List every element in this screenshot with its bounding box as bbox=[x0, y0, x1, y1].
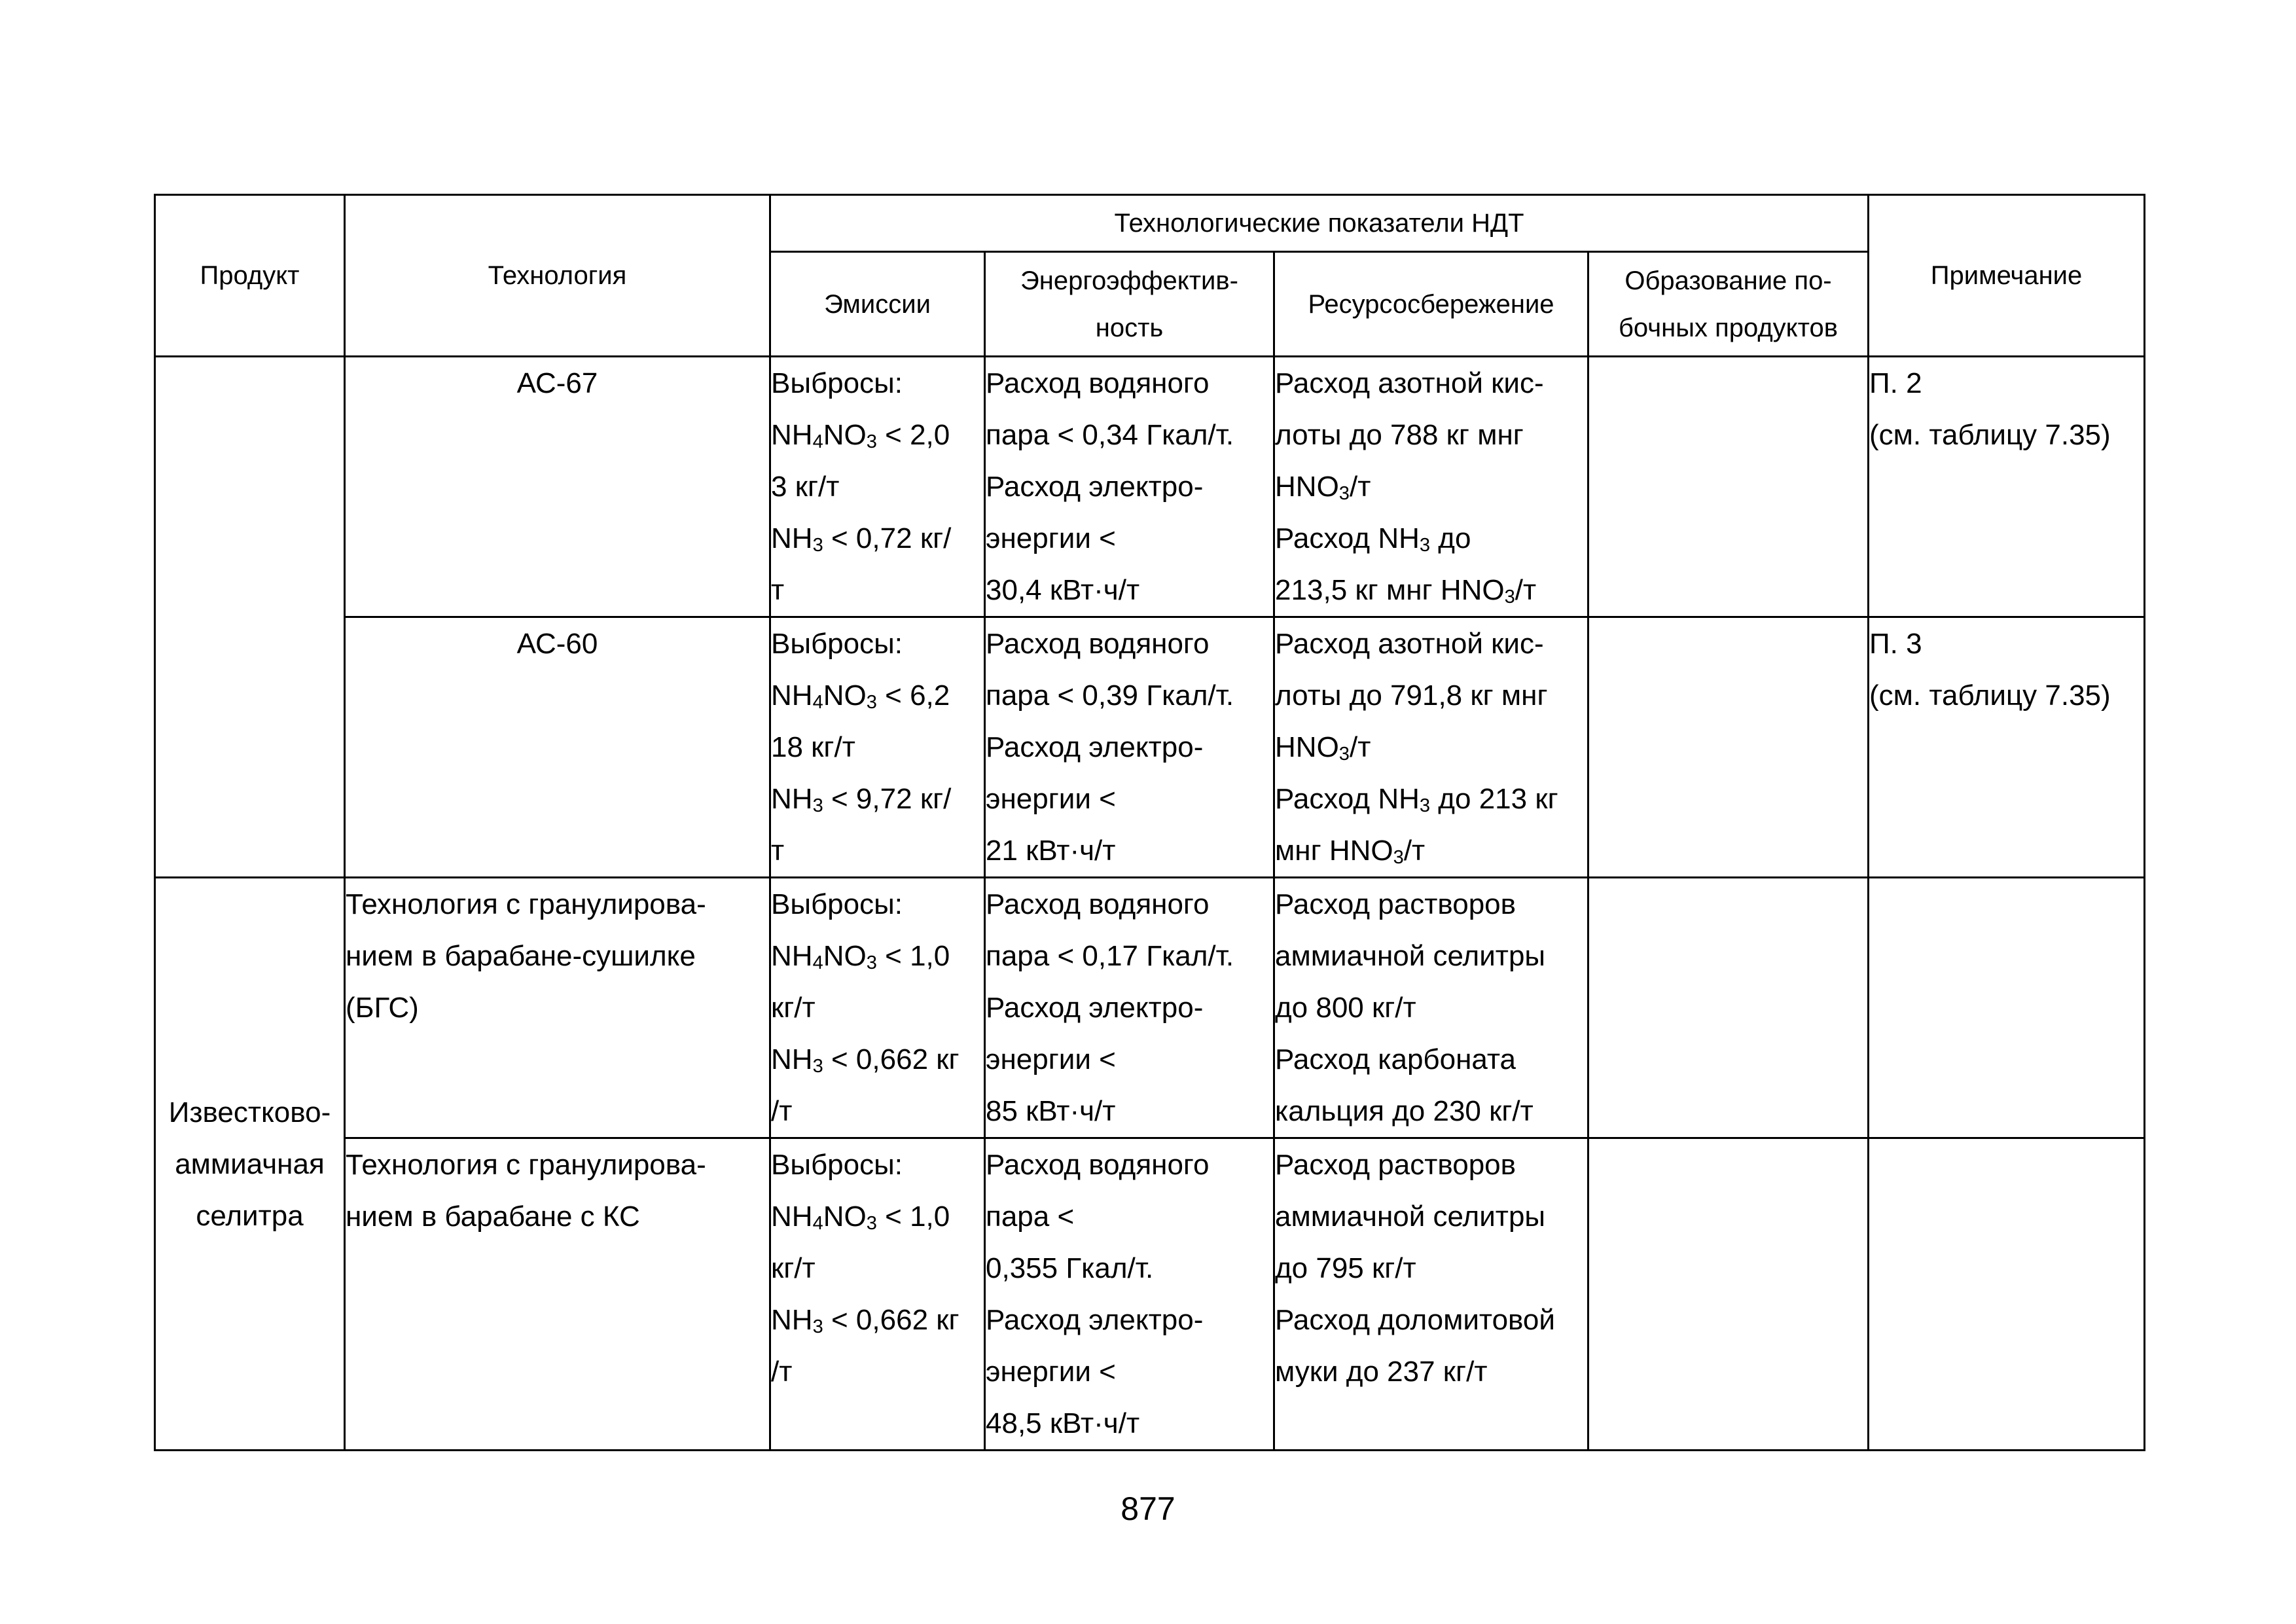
table-row bbox=[155, 1138, 2145, 1451]
cell-line: Расход электро- bbox=[986, 992, 1204, 1024]
cell-line: Расход карбоната bbox=[1275, 1043, 1516, 1075]
cell-line: 18 кг/т bbox=[771, 731, 855, 763]
energy-cell bbox=[985, 617, 1274, 878]
emissions-cell bbox=[770, 357, 985, 617]
note-cell bbox=[1869, 357, 2145, 617]
technology-cell bbox=[345, 878, 770, 1138]
cell-line: П. 3 bbox=[1869, 628, 1922, 660]
header-product: Продукт bbox=[155, 195, 345, 357]
cell-line: 85 кВт·ч/т bbox=[986, 1095, 1116, 1127]
cell-line: $HNO_3/т$ bbox=[1275, 471, 1371, 505]
cell-line: аммиачной селитры bbox=[1275, 940, 1546, 972]
cell-line: т bbox=[771, 574, 785, 606]
header-note: Примечание bbox=[1869, 195, 2145, 357]
byproducts-cell bbox=[1588, 357, 1869, 617]
emissions-cell bbox=[770, 878, 985, 1138]
cell-line: 0,355 Гкал/т. bbox=[986, 1252, 1154, 1284]
cell-line: $NH_4NO_3 < 1,0$ bbox=[771, 1200, 950, 1235]
resource-cell bbox=[1274, 617, 1588, 878]
cell-line: $NH_3 < 9,72$ кг/ bbox=[771, 783, 952, 817]
cell-line: Расход $NH_3$ до bbox=[1275, 522, 1471, 556]
cell-line: $NH_3 < 0,72$ кг/ bbox=[771, 522, 952, 556]
cell-line: Выбросы: bbox=[771, 888, 903, 920]
cell-line: 213,5 кг мнг $HNO_3/т$ bbox=[1275, 574, 1537, 608]
bat-indicators-table bbox=[154, 194, 2145, 1451]
technology-cell bbox=[345, 357, 770, 617]
resource-cell bbox=[1274, 878, 1588, 1138]
table-row bbox=[155, 878, 2145, 1138]
cell-line: мнг $HNO_3/т$ bbox=[1275, 835, 1426, 869]
page-number: 877 bbox=[1121, 1490, 1175, 1527]
cell-line: 21 кВт·ч/т bbox=[986, 835, 1116, 867]
cell-line: $HNO_3/т$ bbox=[1275, 731, 1371, 765]
header-energy-efficiency bbox=[985, 252, 1274, 357]
byproducts-cell bbox=[1588, 1138, 1869, 1451]
cell-line: $NH_4NO_3 < 6,2$ bbox=[771, 679, 950, 713]
cell-line: Технология с гранулирова- bbox=[346, 1149, 706, 1181]
cell-line: $NH_4NO_3 < 2,0$ bbox=[771, 419, 950, 453]
cell-line: (см. таблицу 7.35) bbox=[1869, 419, 2111, 451]
cell-line: кальция до 230 кг/т bbox=[1275, 1095, 1534, 1127]
cell-line: 30,4 кВт·ч/т bbox=[986, 574, 1140, 606]
note-cell bbox=[1869, 617, 2145, 878]
cell-line: пара < 0,34 Гкал/т. bbox=[986, 419, 1234, 451]
cell-line: т bbox=[771, 835, 785, 867]
product-cell bbox=[155, 878, 345, 1451]
header-resource-saving: Ресурсосбережение bbox=[1274, 252, 1588, 357]
cell-line: селитра bbox=[196, 1199, 304, 1232]
cell-line: энергии < bbox=[986, 1043, 1116, 1075]
technology-cell bbox=[345, 1138, 770, 1451]
header-technology: Технология bbox=[345, 195, 770, 357]
cell-line: $NH_4NO_3 < 1,0$ bbox=[771, 940, 950, 974]
cell-line: кг/т bbox=[771, 1252, 816, 1284]
resource-cell bbox=[1274, 357, 1588, 617]
cell-line: $NH_3 < 0,662$ кг bbox=[771, 1043, 960, 1077]
cell-line: лоты до 788 кг мнг bbox=[1275, 419, 1524, 451]
cell-line: до 800 кг/т bbox=[1275, 992, 1416, 1024]
cell-line: Расход азотной кис- bbox=[1275, 367, 1544, 399]
cell-line: пара < 0,17 Гкал/т. bbox=[986, 940, 1234, 972]
cell-line: Расход электро- bbox=[986, 731, 1204, 763]
cell-line: Расход растворов bbox=[1275, 1149, 1516, 1181]
header-indicators: Технологические показатели НДТ bbox=[770, 195, 1869, 252]
header-energy-line: ность bbox=[1095, 313, 1164, 342]
cell-line: Расход водяного bbox=[986, 367, 1210, 399]
cell-line: АС-60 bbox=[516, 628, 598, 660]
byproducts-cell bbox=[1588, 878, 1869, 1138]
cell-line: Расход растворов bbox=[1275, 888, 1516, 920]
table-row bbox=[155, 357, 2145, 617]
header-byproducts-line: бочных продуктов bbox=[1619, 313, 1838, 342]
emissions-cell bbox=[770, 1138, 985, 1451]
table-row bbox=[155, 617, 2145, 878]
cell-line: П. 2 bbox=[1869, 367, 1922, 399]
energy-cell bbox=[985, 357, 1274, 617]
cell-line: Расход водяного bbox=[986, 888, 1210, 920]
cell-line: энергии < bbox=[986, 1356, 1116, 1388]
product-cell-empty bbox=[155, 357, 345, 878]
header-energy-line: Энергоэффектив- bbox=[1020, 266, 1238, 295]
byproducts-cell bbox=[1588, 617, 1869, 878]
cell-line: АС-67 bbox=[516, 367, 598, 399]
cell-line: аммиачная bbox=[175, 1147, 325, 1180]
emissions-cell bbox=[770, 617, 985, 878]
cell-line: Расход $NH_3$ до 213 кг bbox=[1275, 783, 1558, 817]
cell-line: Расход электро- bbox=[986, 1304, 1204, 1336]
cell-line: лоты до 791,8 кг мнг bbox=[1275, 679, 1548, 712]
resource-cell bbox=[1274, 1138, 1588, 1451]
cell-line: Известково- bbox=[168, 1096, 331, 1128]
energy-cell bbox=[985, 878, 1274, 1138]
cell-line: (см. таблицу 7.35) bbox=[1869, 679, 2111, 712]
cell-line: Расход азотной кис- bbox=[1275, 628, 1544, 660]
cell-line: муки до 237 кг/т bbox=[1275, 1356, 1488, 1388]
cell-line: Расход доломитовой bbox=[1275, 1304, 1555, 1336]
energy-cell bbox=[985, 1138, 1274, 1451]
cell-line: до 795 кг/т bbox=[1275, 1252, 1416, 1284]
note-cell bbox=[1869, 878, 2145, 1138]
cell-line: 48,5 кВт·ч/т bbox=[986, 1407, 1140, 1439]
cell-line: Расход водяного bbox=[986, 1149, 1210, 1181]
cell-line: Выбросы: bbox=[771, 367, 903, 399]
cell-line: нием в барабане-сушилке bbox=[346, 940, 696, 972]
cell-line: кг/т bbox=[771, 992, 816, 1024]
header-byproducts-line: Образование по- bbox=[1624, 266, 1832, 295]
cell-line: $NH_3 < 0,662$ кг bbox=[771, 1304, 960, 1338]
cell-line: 3 кг/т bbox=[771, 471, 840, 503]
cell-line: /т bbox=[771, 1356, 793, 1388]
header-emissions: Эмиссии bbox=[770, 252, 985, 357]
cell-line: /т bbox=[771, 1095, 793, 1127]
cell-line: аммиачной селитры bbox=[1275, 1200, 1546, 1233]
cell-line: пара < 0,39 Гкал/т. bbox=[986, 679, 1234, 712]
cell-line: Технология с гранулирова- bbox=[346, 888, 706, 920]
technology-cell bbox=[345, 617, 770, 878]
note-cell bbox=[1869, 1138, 2145, 1451]
cell-line: Расход водяного bbox=[986, 628, 1210, 660]
cell-line: энергии < bbox=[986, 783, 1116, 815]
cell-line: нием в барабане с КС bbox=[346, 1200, 640, 1233]
cell-line: (БГС) bbox=[346, 992, 419, 1024]
header-byproducts bbox=[1588, 252, 1869, 357]
cell-line: Расход электро- bbox=[986, 471, 1204, 503]
cell-line: пара < bbox=[986, 1200, 1075, 1233]
cell-line: Выбросы: bbox=[771, 628, 903, 660]
cell-line: энергии < bbox=[986, 522, 1116, 554]
cell-line: Выбросы: bbox=[771, 1149, 903, 1181]
